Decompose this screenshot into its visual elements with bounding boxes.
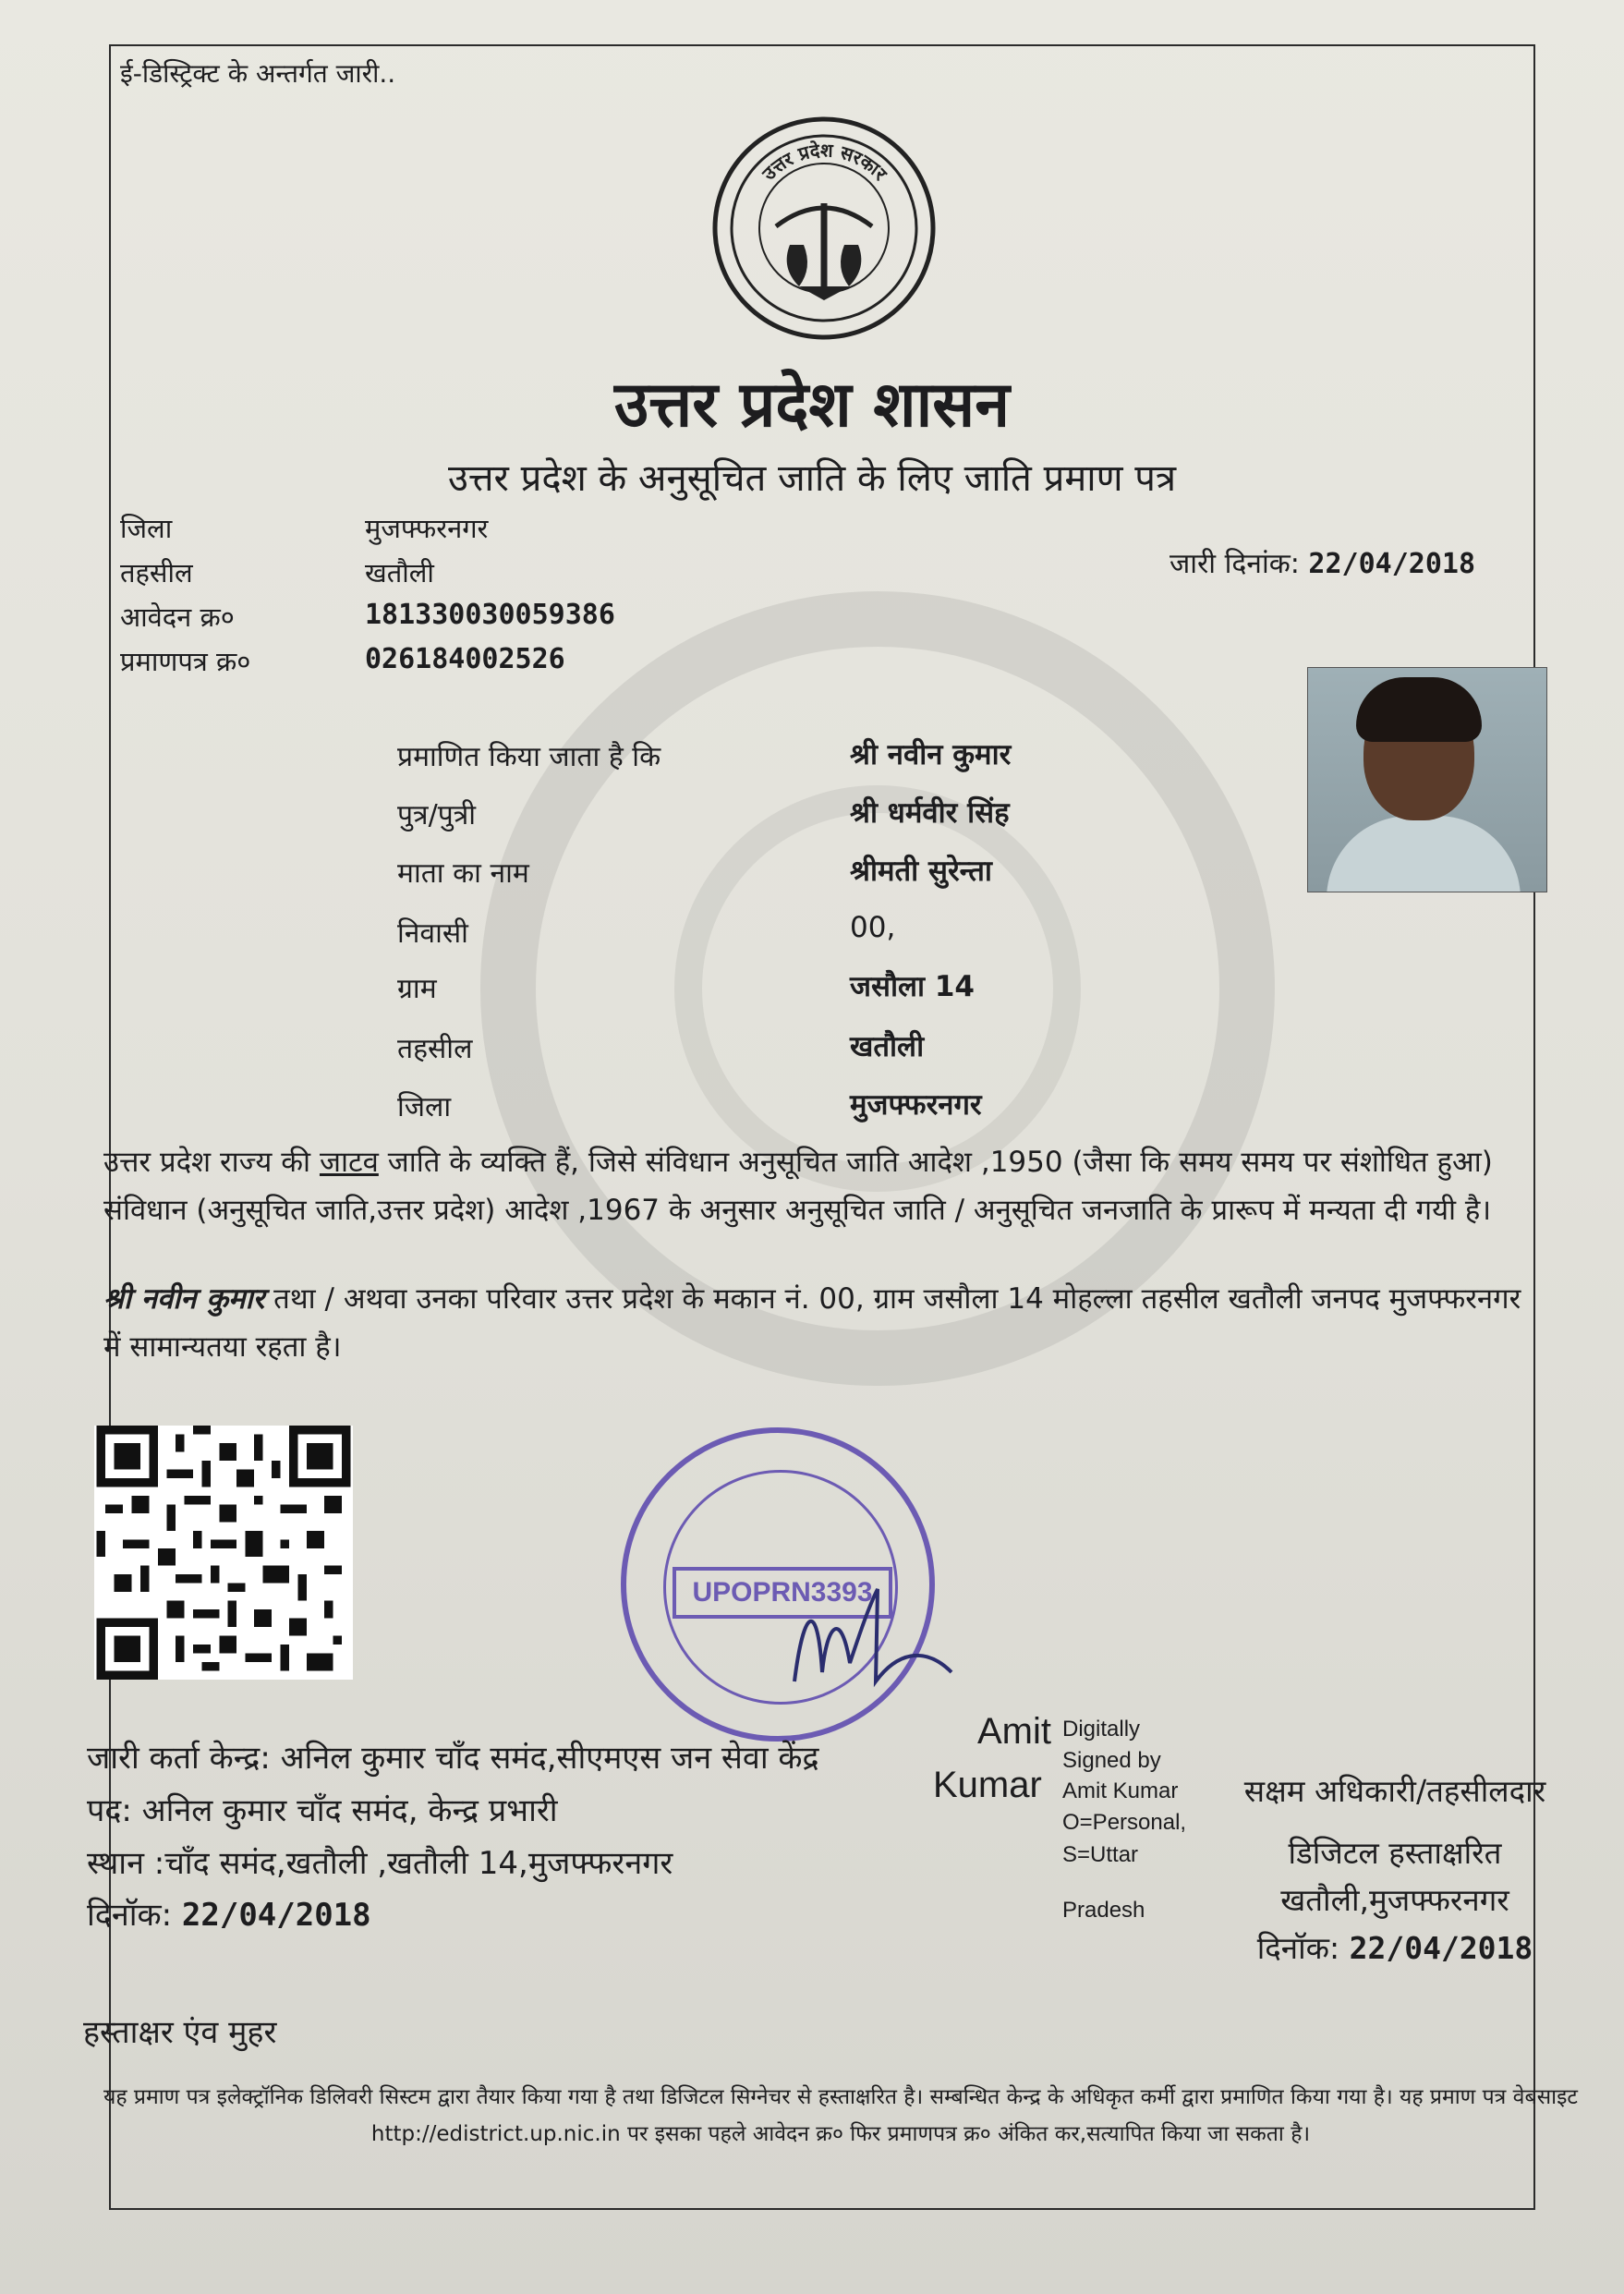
holder-name: श्री नवीन कुमार bbox=[103, 1282, 265, 1316]
field-value-father: श्री धर्मवीर सिंह bbox=[850, 796, 1010, 830]
field-label-village: ग्राम bbox=[397, 973, 437, 1005]
qr-code bbox=[94, 1426, 353, 1680]
officer-digitally-signed: डिजिटल हस्ताक्षरित bbox=[1288, 1835, 1502, 1871]
dsig-line-5: S=Uttar bbox=[1062, 1842, 1139, 1867]
dsig-first-name: Amit bbox=[977, 1711, 1051, 1752]
footer-note: यह प्रमाण पत्र इलेक्ट्रॉनिक डिलिवरी सिस्टम द्वारा तैयार किया गया है तथा डिजिटल सिग्नेचर से हस्ताक्षरित है। सम्बन्धित केन्द्र के अधिकृत कर्मी द्वारा प्रमाणित किया गया है। यह प्रमाण पत्र वेबसाइट http://edistrict.up.nic.in पर इसका पहले आवेदन क्र० फिर प्रमाणपत्र क्र० अंकित कर,सत्यापित किया जा सकता है। bbox=[103, 2085, 1578, 2146]
application-no-value: 181330030059386 bbox=[365, 599, 615, 631]
issuer-date: दिनॉक: 22/04/2018 bbox=[87, 1897, 371, 1934]
application-no-label: आवेदन क्र० bbox=[120, 601, 235, 633]
dsig-line-2: Signed by bbox=[1062, 1748, 1161, 1773]
tehsil-value: खतौली bbox=[365, 557, 434, 589]
issue-date bbox=[1170, 543, 1475, 581]
document-subtitle: उत्तर प्रदेश के अनुसूचित जाति के लिए जाति प्रमाण पत्र bbox=[447, 457, 1177, 500]
handwritten-signature bbox=[776, 1571, 961, 1700]
document-title: उत्तर प्रदेश शासन bbox=[613, 368, 1010, 442]
issue-date-value: 22/04/2018 bbox=[1308, 548, 1476, 580]
field-label-mother: माता का नाम bbox=[397, 857, 529, 890]
stamp-code: UPOPRN3393 bbox=[673, 1567, 892, 1619]
officer-date: दिनॉक: 22/04/2018 bbox=[1256, 1930, 1533, 1966]
tehsil-label: तहसील bbox=[120, 557, 193, 589]
caste-statement: उत्तर प्रदेश राज्य की जाटव जाति के व्यक्ति हैं, जिसे संविधान अनुसूचित जाति आदेश ,1950 (जैसा कि समय समय पर संशोधित हुआ) संविधान (अनुसूचित जाति,उत्तर प्रदेश) आदेश ,1967 के अनुसार अनुसूचित जाति / अनुसूचित जनजाति के प्रारूप में मन्यता दी गयी है। bbox=[103, 1146, 1493, 1227]
dsig-line-1: Digitally bbox=[1062, 1717, 1141, 1742]
issuer-center: जारी कर्ता केन्द्र: अनिल कुमार चाँद समंद,सीएमएस जन सेवा केंद्र bbox=[87, 1740, 819, 1777]
up-government-emblem-icon bbox=[711, 115, 938, 342]
issued-under-note: ई-डिस्ट्रिक्ट के अन्तर्गत जारी.. bbox=[120, 58, 396, 89]
signature-and-seal-label: हस्ताक्षर एंव मुहर bbox=[83, 2014, 277, 2051]
issuer-place: स्थान :चाँद समंद,खतौली ,खतौली 14,मुजफ्फरनगर bbox=[87, 1845, 673, 1882]
field-label-son-daughter: पुत्र/पुत्री bbox=[397, 799, 477, 831]
field-label-tehsil: तहसील bbox=[397, 1033, 473, 1065]
officer-title: सक्षम अधिकारी/तहसीलदार bbox=[1243, 1773, 1546, 1809]
svg-text:उत्तर प्रदेश सरकार: उत्तर प्रदेश सरकार bbox=[757, 139, 892, 185]
issue-date-label: जारी दिनांक: bbox=[1170, 548, 1300, 580]
residence-statement: श्री नवीन कुमार तथा / अथवा उनका परिवार उत्तर प्रदेश के मकान नं. 00, ग्राम जसौला 14 मोहल्ला तहसील खतौली जनपद मुजफ्फरनगर में सामान्यतया रहता है। bbox=[103, 1282, 1521, 1364]
applicant-photo bbox=[1307, 667, 1547, 892]
caste-name: जाटव bbox=[319, 1146, 379, 1179]
certificate-no-label: प्रमाणपत्र क्र० bbox=[120, 646, 251, 677]
dsig-line-6: Pradesh bbox=[1062, 1898, 1145, 1923]
field-value-village: जसौला 14 bbox=[850, 970, 975, 1003]
district-value: मुजफ्फरनगर bbox=[365, 513, 489, 544]
dsig-line-3: Amit Kumar bbox=[1062, 1778, 1179, 1803]
dsig-last-name: Kumar bbox=[933, 1765, 1042, 1805]
field-label-resident: निवासी bbox=[397, 917, 468, 950]
field-value-resident: 00, bbox=[850, 911, 896, 944]
field-value-tehsil: खतौली bbox=[850, 1030, 925, 1063]
field-value-mother: श्रीमती सुरेन्ता bbox=[850, 855, 992, 888]
field-label-district: जिला bbox=[397, 1091, 452, 1123]
dsig-line-4: O=Personal, bbox=[1062, 1810, 1187, 1835]
officer-place: खतौली,मुजफ्फरनगर bbox=[1280, 1882, 1509, 1918]
issuer-post: पद: अनिल कुमार चाँद समंद, केन्द्र प्रभारी bbox=[87, 1792, 558, 1829]
field-value-district: मुजफ्फरनगर bbox=[850, 1088, 982, 1122]
district-label: जिला bbox=[120, 513, 173, 544]
field-value-name: श्री नवीन कुमार bbox=[850, 738, 1012, 771]
certificate-no-value: 026184002526 bbox=[365, 643, 565, 675]
field-label-certified: प्रमाणित किया जाता है कि bbox=[397, 741, 661, 773]
